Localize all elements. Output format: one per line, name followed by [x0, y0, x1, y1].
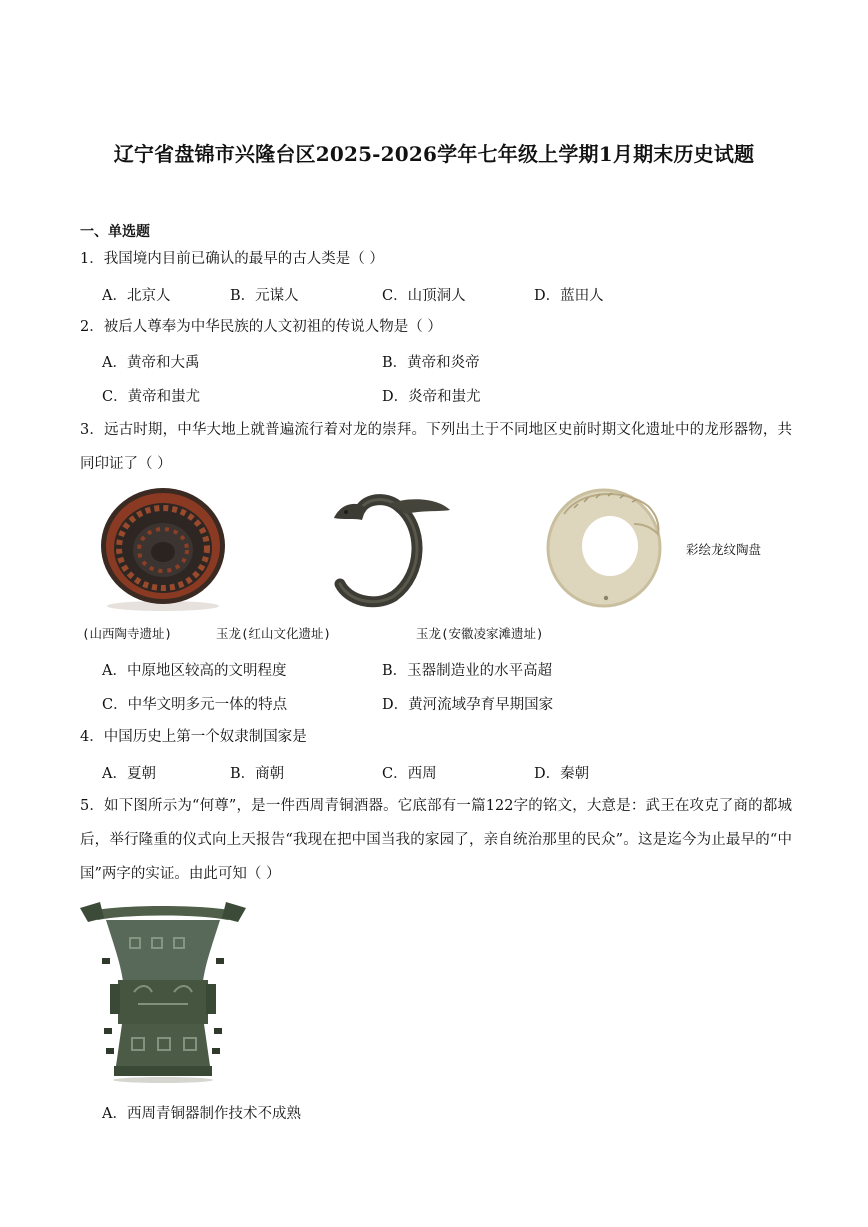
question-5-stem: 5．如下图所示为“何尊”，是一件西周青铜酒器。它底部有一篇122字的铭文，大意是：武王在攻克了商的都城后，举行隆重的仪式向上天报告“我现在把中国当我的家园了，亲自统治那里的民众”。这是迄今为止最早的“中国”两字的实证。由此可知（ ） [80, 798, 792, 882]
question-3-right-label: 彩绘龙纹陶盘 [686, 542, 762, 557]
question-2-stem: 2．被后人尊奉为中华民族的人文初祖的传说人物是（ ） [80, 319, 442, 335]
question-1-option-c[interactable]: C．山顶洞人 [382, 288, 466, 304]
section-heading: 一、单选题 [80, 224, 150, 240]
question-4-option-b[interactable]: B．商朝 [230, 766, 285, 782]
question-4-stem: 4．中国历史上第一个奴隶制国家是 [80, 729, 307, 745]
question-3-option-a[interactable]: A．中原地区较高的文明程度 [102, 663, 287, 679]
question-1-option-b[interactable]: B．元谋人 [230, 288, 299, 304]
question-3-caption-2: 玉龙(红山文化遗址) [216, 626, 332, 641]
question-3-caption-3: 玉龙(安徽凌家滩遗址) [416, 626, 544, 641]
question-2-option-b[interactable]: B．黄帝和炎帝 [382, 355, 480, 371]
question-4-option-d[interactable]: D．秦朝 [534, 766, 590, 782]
question-2-option-a[interactable]: A．黄帝和大禹 [102, 355, 200, 371]
question-4-option-a[interactable]: A．夏朝 [102, 766, 156, 782]
question-3-stem: 3．远古时期，中华大地上就普遍流行着对龙的崇拜。下列出土于不同地区史前时期文化遗址中的龙形器物，共同印证了（ ） [80, 422, 792, 472]
question-1-option-d[interactable]: D．蓝田人 [534, 288, 604, 304]
he-zun-bronze-vessel-image [78, 898, 248, 1084]
hongshan-jade-dragon-image [326, 488, 458, 612]
question-1-option-a[interactable]: A．北京人 [102, 288, 171, 304]
question-5-option-a[interactable]: A．西周青铜器制作技术不成熟 [102, 1106, 301, 1122]
question-3-caption-1: (山西陶寺遗址) [82, 626, 173, 641]
question-1-stem: 1．我国境内目前已确认的最早的古人类是（ ） [80, 251, 384, 267]
question-3-option-b[interactable]: B．玉器制造业的水平高超 [382, 663, 553, 679]
question-4-option-c[interactable]: C．西周 [382, 766, 437, 782]
page-title: 辽宁省盘锦市兴隆台区2025-2026学年七年级上学期1月期末历史试题 [113, 142, 755, 166]
question-2-option-c[interactable]: C．黄帝和蚩尤 [102, 389, 201, 405]
painted-dragon-pottery-plate-image [96, 488, 230, 612]
question-3-option-d[interactable]: D．黄河流域孕育早期国家 [382, 697, 554, 713]
question-3-option-c[interactable]: C．中华文明多元一体的特点 [102, 697, 288, 713]
lingjiatan-jade-dragon-image [544, 484, 666, 610]
question-2-option-d[interactable]: D．炎帝和蚩尤 [382, 389, 481, 405]
